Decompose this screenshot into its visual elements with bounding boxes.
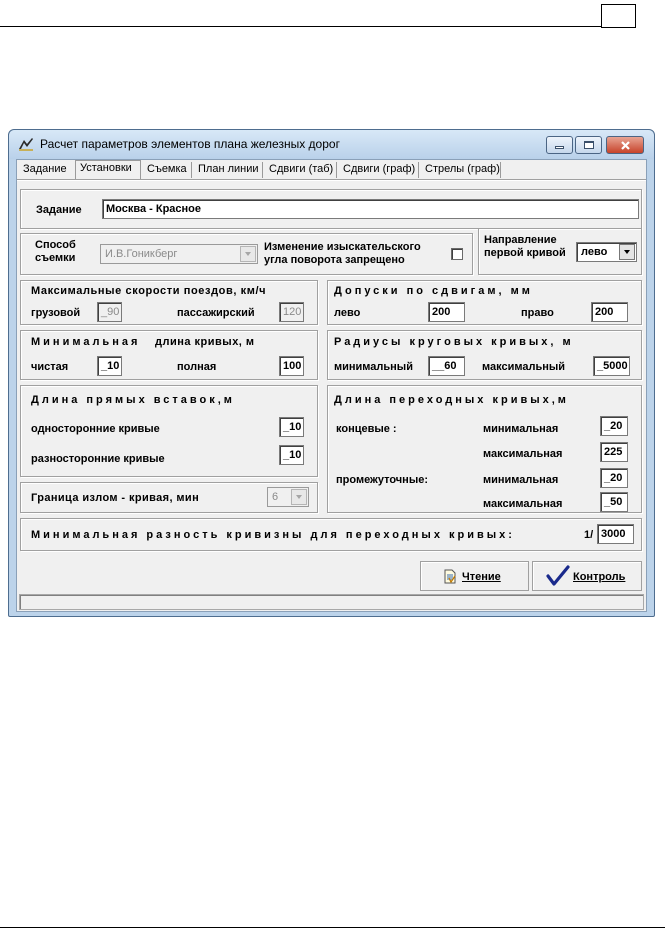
page-header-rule: [0, 26, 601, 27]
full-length-label: полная: [177, 361, 217, 373]
break-border-label-text: Граница излом - кривая, мин: [31, 492, 200, 504]
chevron-down-icon: [241, 247, 255, 261]
control-button[interactable]: [532, 561, 642, 591]
tab-strip-divider: [17, 179, 646, 180]
survey-method-dropdown-button[interactable]: [240, 246, 256, 262]
app-icon: [18, 137, 34, 151]
survey-panel: [20, 233, 473, 275]
two-sided-input[interactable]: _10: [279, 445, 304, 465]
one-sided-input[interactable]: _10: [279, 417, 304, 437]
tab-shifts-graph[interactable]: Сдвиги (граф): [343, 163, 416, 175]
radii-panel: [327, 330, 642, 380]
mid-max-label: максимальная: [483, 498, 563, 510]
min-curve-length-panel: [20, 330, 318, 380]
end-curves-label: концевые :: [336, 423, 397, 435]
tolerance-right-label: право: [521, 307, 554, 319]
app-window: [8, 129, 655, 617]
tolerances-title: Допуски по сдвигам, мм: [334, 285, 533, 297]
tab-separator: [500, 162, 501, 178]
radius-max-input[interactable]: _5000: [593, 356, 630, 376]
mid-min-input[interactable]: _20: [600, 468, 628, 488]
survey-method-select[interactable]: [100, 244, 258, 264]
transition-title: Длина переходных кривых,м: [334, 394, 569, 406]
close-button[interactable]: [606, 136, 644, 154]
end-max-label: максимальная: [483, 448, 563, 460]
title-bar: [9, 130, 654, 159]
freight-speed-label: грузовой: [31, 307, 81, 319]
task-panel: [20, 189, 642, 229]
angle-change-label-2: угла поворота запрещено: [264, 254, 405, 266]
tolerance-left-input[interactable]: 200: [428, 302, 465, 322]
clean-length-input[interactable]: _10: [97, 356, 122, 376]
minimize-icon: [555, 146, 564, 149]
page-number-box: [601, 4, 636, 28]
min-curve-length-title-a: Минимальная: [31, 336, 141, 348]
tab-strip: [17, 160, 646, 180]
curvature-panel: [20, 518, 642, 551]
tolerance-left-label: лево: [334, 307, 361, 319]
tab-separator: [191, 162, 192, 178]
read-button-label: Чтение: [462, 571, 501, 583]
tolerance-right-input[interactable]: 200: [591, 302, 628, 322]
direction-panel: [478, 228, 642, 275]
tab-survey[interactable]: Съемка: [147, 163, 187, 175]
two-sided-label: разносторонние кривые: [31, 453, 165, 465]
tab-settings[interactable]: Установки: [75, 160, 141, 179]
direction-label-1: Направление: [484, 234, 557, 246]
minimize-button[interactable]: [546, 136, 573, 154]
direction-label-2: первой кривой: [484, 247, 566, 259]
freight-speed-input[interactable]: _90: [97, 302, 122, 322]
close-icon: [620, 140, 631, 151]
page-footer-rule: [0, 927, 665, 928]
speeds-panel: [20, 280, 318, 325]
read-button[interactable]: [420, 561, 529, 591]
end-max-input[interactable]: 225: [600, 442, 628, 462]
tab-arrows-graph[interactable]: Стрелы (граф): [425, 163, 500, 175]
curvature-prefix: 1/: [584, 529, 594, 541]
radius-max-label: максимальный: [482, 361, 566, 373]
survey-method-value: И.В.Гоникберг: [105, 248, 178, 260]
client-area: [16, 159, 647, 612]
straight-inserts-title: Длина прямых вставок,м: [31, 394, 235, 406]
task-input[interactable]: Москва - Красное: [102, 199, 639, 219]
speeds-title: Максимальные скорости поездов, км/ч: [31, 285, 267, 297]
maximize-button[interactable]: [575, 136, 602, 154]
break-border-label: [31, 492, 199, 504]
direction-value: лево: [581, 246, 608, 258]
radius-min-input[interactable]: __60: [428, 356, 465, 376]
document-icon: [443, 569, 457, 584]
passenger-speed-input[interactable]: 120: [279, 302, 304, 322]
curvature-label: Минимальная разность кривизны для переходных кривых:: [31, 529, 515, 541]
clean-length-label: чистая: [31, 361, 69, 373]
angle-change-label-1: Изменение изыскательского: [264, 241, 421, 253]
chevron-down-icon: [292, 490, 306, 504]
mid-min-label: минимальная: [483, 474, 559, 486]
min-curve-length-title-b: длина кривых, м: [155, 336, 255, 348]
direction-dropdown-button[interactable]: [619, 244, 635, 260]
break-border-dropdown-button[interactable]: [291, 489, 307, 505]
task-label: Задание: [36, 204, 82, 216]
direction-select[interactable]: [576, 242, 637, 262]
angle-change-checkbox[interactable]: [451, 248, 463, 260]
mid-curves-label: промежуточные:: [336, 474, 428, 486]
transition-panel: [327, 385, 642, 513]
one-sided-label: односторонние кривые: [31, 423, 160, 435]
control-button-label: Контроль: [573, 571, 626, 583]
passenger-speed-label: пассажирский: [177, 307, 255, 319]
break-border-panel: [20, 482, 318, 513]
window-title: Расчет параметров элементов плана железных дорог: [40, 137, 340, 151]
end-min-label: минимальная: [483, 423, 559, 435]
tab-line-plan[interactable]: План линии: [198, 163, 259, 175]
survey-method-label-2: съемки: [35, 252, 76, 264]
chevron-down-icon: [620, 245, 634, 259]
tab-separator: [336, 162, 337, 178]
tab-separator: [418, 162, 419, 178]
tolerances-panel: [327, 280, 642, 325]
status-bar: [19, 594, 644, 610]
radii-title: Радиусы круговых кривых, м: [334, 336, 574, 348]
radius-min-label: минимальный: [334, 361, 413, 373]
tab-task[interactable]: Задание: [23, 163, 67, 175]
break-border-select[interactable]: [267, 487, 309, 507]
tab-separator: [262, 162, 263, 178]
maximize-icon: [584, 141, 594, 149]
mid-max-input[interactable]: _50: [600, 492, 628, 512]
break-border-value: 6: [272, 491, 279, 503]
survey-method-label-1: Способ: [35, 239, 76, 251]
end-min-input[interactable]: _20: [600, 416, 628, 436]
straight-inserts-panel: [20, 385, 318, 477]
tab-shifts-table[interactable]: Сдвиги (таб): [269, 163, 334, 175]
full-length-input[interactable]: 100: [279, 356, 304, 376]
curvature-input[interactable]: 3000: [597, 524, 634, 544]
checkmark-icon: [546, 565, 570, 587]
